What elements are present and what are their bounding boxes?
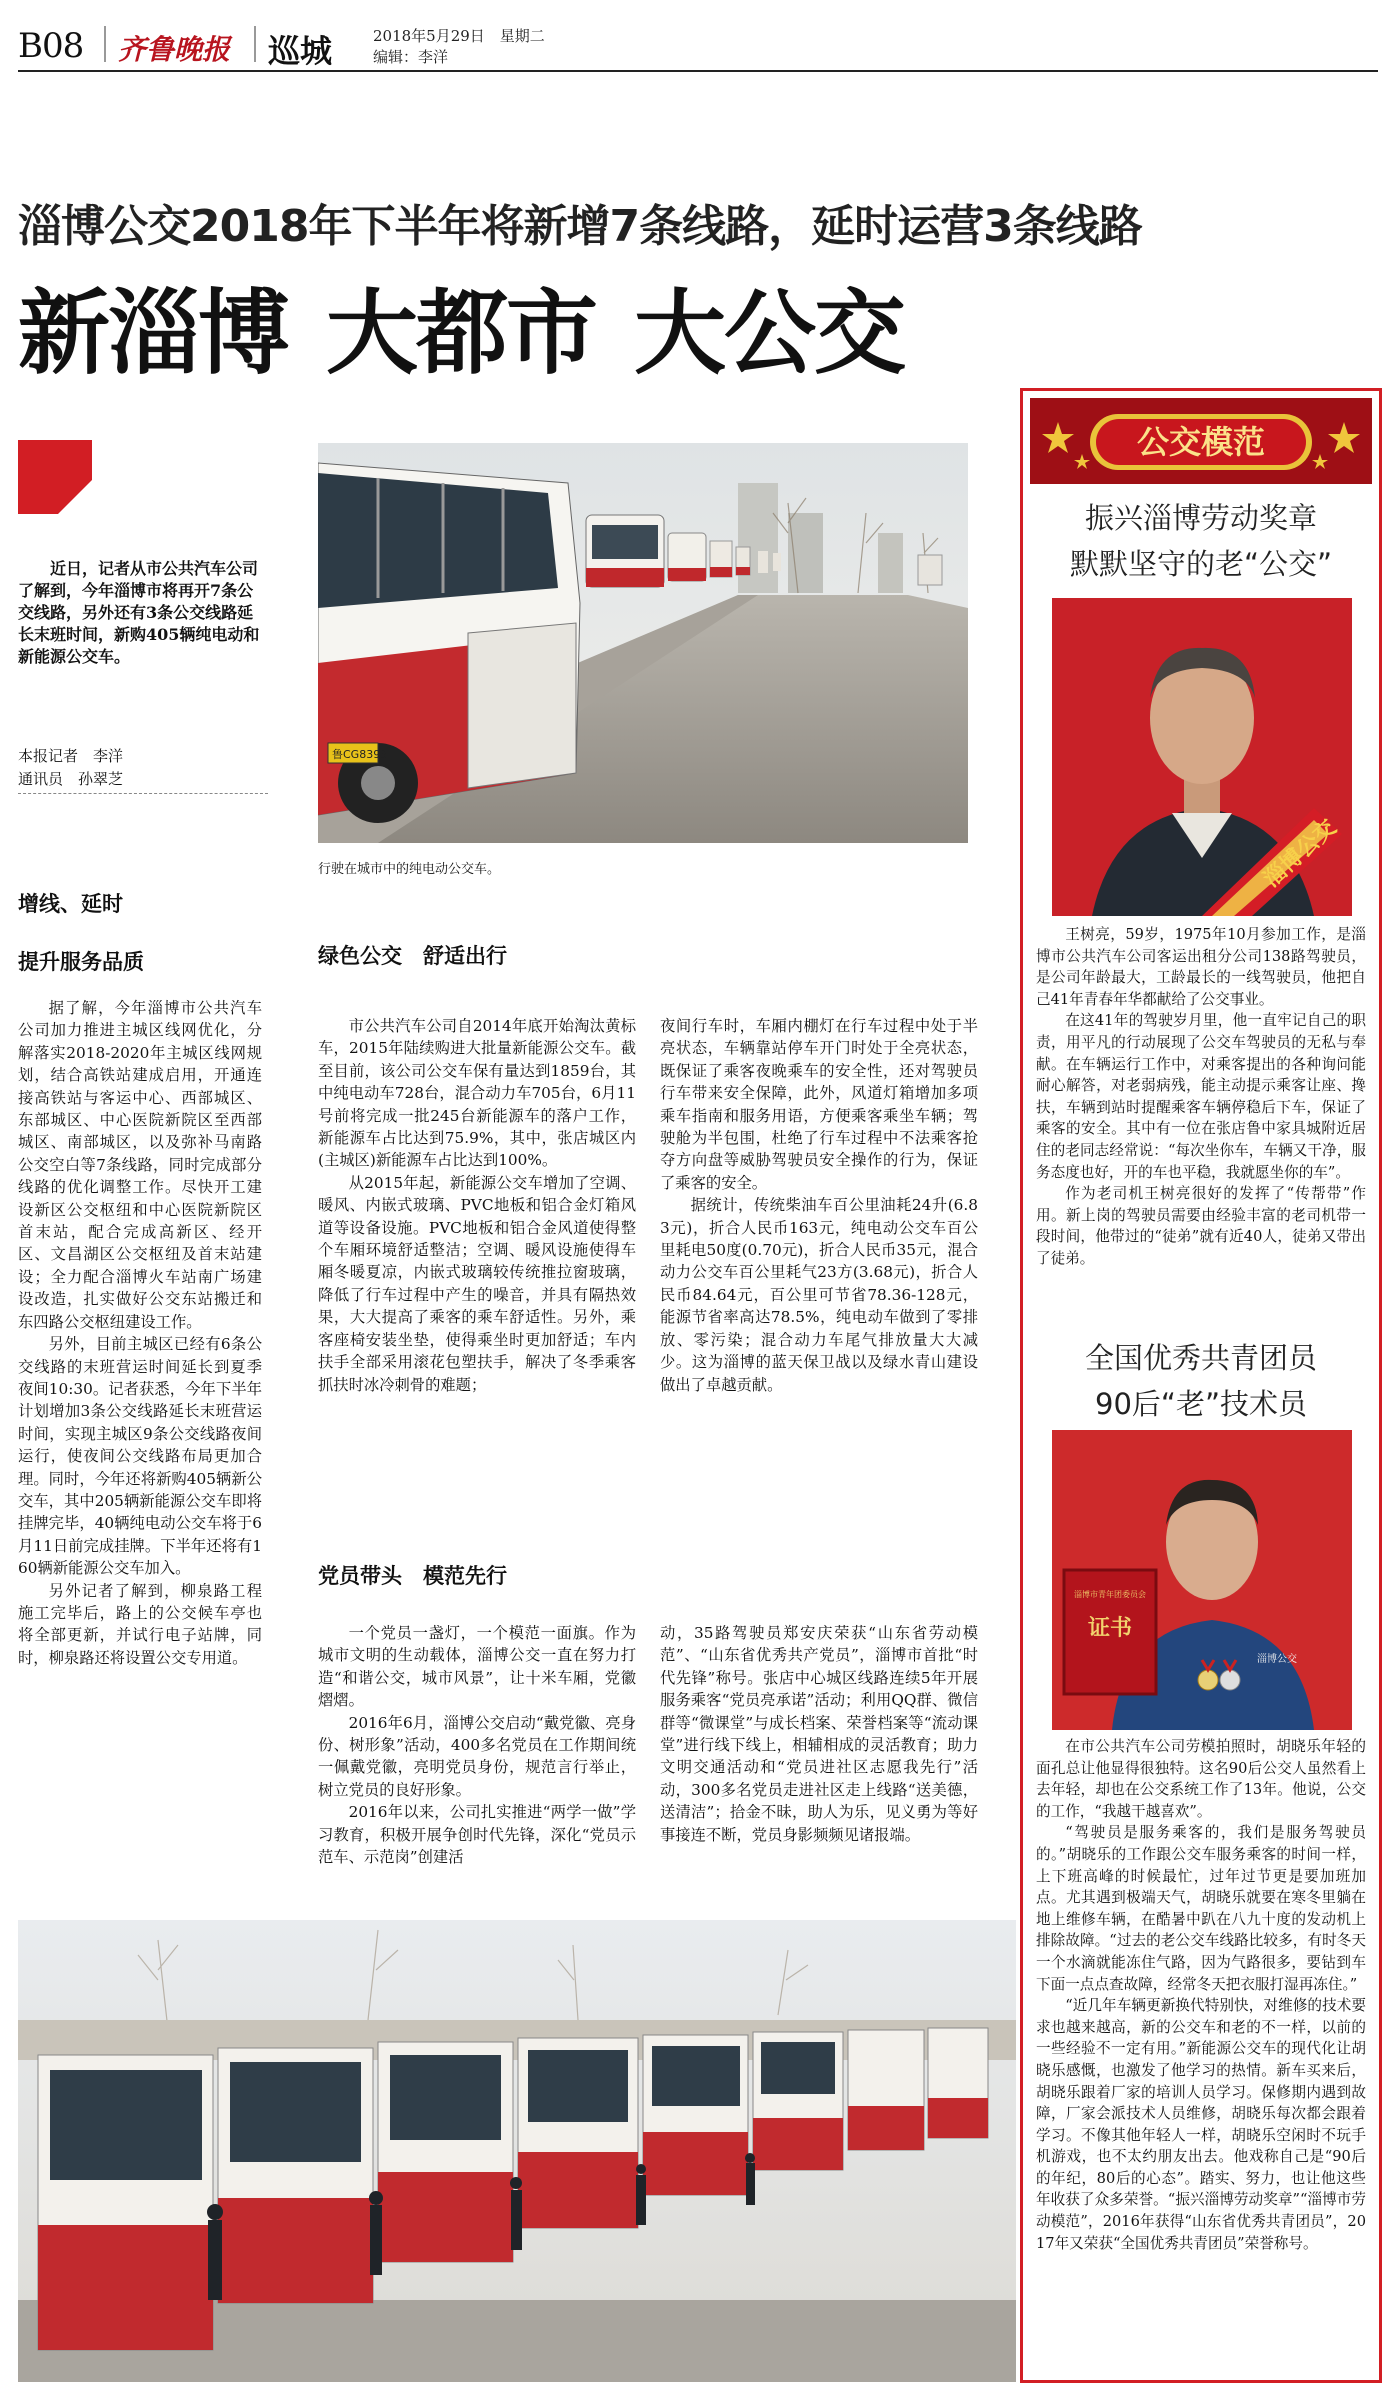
correspondent: 通讯员 孙翠芝 [18,770,124,788]
banner-title: 公交模范 [1136,423,1266,461]
section-heading-2: 绿色公交 舒适出行 [318,944,507,968]
paragraph: 2016年以来，公司扎实推进“两学一做”学习教育，积极开展争创时代先锋，深化“党员示范车、示范岗”创建活 [318,1803,636,1867]
paragraph: 据了解，今年淄博市公共汽车公司加力推进主城区线网优化，分解落实2018-2020年主城区线网规划，结合高铁站建成启用，开通连接高铁站与客运中心、西部城区、东部城区、中心医院新院区至西部城区、南部城区，以及弥补马南路公交空白等7条线路，同时完成部分线路的优化调整工作。尽快开工建设新区公交枢纽和中心医院新院区首末站，配合完成高新区、经开区、文昌湖区公交枢纽及首末站建设；全力配合淄博火车站南广场建设改造，扎实做好公交东站搬迁和东四路公交枢纽建设工作。 [18,999,262,1331]
header-rule [18,70,1378,72]
paragraph: 另外记者了解到，柳泉路工程施工完毕后，路上的公交候车亭也将全部更新，并试行电子站牌，同时，柳泉路还将设置公交专用道。 [18,1581,262,1667]
technician-portrait [1052,1430,1352,1730]
driver-portrait [1052,598,1352,916]
shirt-logo: 淄博公交 [1257,1654,1297,1665]
bus-road-photo [318,443,968,843]
article-lead: 近日，记者从市公共汽车公司了解到，今年淄博市将再开7条公交线路，另外还有3条公交线路延长末班时间，新购405辆纯电动和新能源公交车。 [18,559,260,666]
page-header [18,26,1383,70]
paragraph: 在市公共汽车公司劳模拍照时，胡晓乐年轻的面孔总让他显得很独特。这名90后公交人虽然看上去年轻，却也在公交系统工作了13年。他说，公交的工作，“我越干越喜欢”。 [1036,1738,1366,1820]
paragraph: 夜间行车时，车厢内棚灯在行车过程中处于半亮状态，车辆靠站停车开门时处于全亮状态，既保证了乘客夜晚乘车的安全性，还对驾驶员行车带来安全保障，此外，风道灯箱增加多项乘车指南和服务用语，方便乘客乘坐车辆；驾驶舱为半包围，杜绝了行车过程中不法乘客抢夺方向盘等威胁驾驶员安全操作的行为，保证了乘客的安全。 [660,1017,978,1192]
paragraph: “驾驶员是服务乘客的，我们是服务驾驶员的。”胡晓乐的工作跟公交车服务乘客的时间一样，上下班高峰的时候最忙，过年过节更是要加班加点。尤其遇到极端天气，胡晓乐就要在寒冬里躺在地上维修车辆，在酷暑中趴在八九十度的发动机上排除故障。“过去的老公交车线路比较多，有时冬天一个水滴就能冻住气路，因为气路很多，要钻到车下面一点点查故障，经常冬天把衣服打湿再冻住。” [1036,1824,1366,1993]
story1-text [1036,924,1366,1270]
title-part: 新淄博 [18,280,289,387]
section-heading-3: 党员带头 模范先行 [318,1564,507,1588]
section-heading-1a: 增线、延时 [18,892,123,916]
paragraph: 另外，目前主城区已经有6条公交线路的末班营运时间延长到夏季夜间10:30。记者获悉，今年下半年计划增加3条公交线路延长末班营运时间，实现主城区9条公交线路夜间运行，使夜间公交线路布局更加合理。同时，今年还将新购405辆新公交车，其中205辆新能源公交车即将挂牌完毕，40辆纯电动公交车将于6月11日前完成挂牌。下半年还将有160辆新能源公交车加入。 [18,1335,262,1578]
article-title [18,260,942,392]
story2-title-2: 90后“老”技术员 [1095,1387,1307,1421]
green-column-a [318,1015,636,1396]
paragraph: 据统计，传统柴油车百公里油耗24升(6.83元)，折合人民币163元，纯电动公交车百公里耗电50度(0.70元)，折合人民币35元，混合动力公交车百公里耗气23方(3.68元)，折合人民币84.64元，百公里可节省78.36-128元，能源节省率高达78.5%，纯电动车做到了零排放、零污染；混合动力车尾气排放量大大减少。这为淄博的蓝天保卫战以及绿水青山建设做出了卓越贡献。 [660,1196,978,1394]
title-part: 大公交 [634,280,905,387]
paragraph: “近几年车辆更新换代特别快，对维修的技术要求也越来越高，新的公交车和老的不一样，以前的一些经验不一定有用。”新能源公交车的现代化让胡晓乐感慨，也激发了他学习的热情。新车买来后，胡晓乐跟着厂家的培训人员学习。保修期内遇到故障，厂家会派技术人员维修，胡晓乐每次都会跟着学习。不像其他年轻人一样，胡晓乐空闲时不玩手机游戏，也不太约朋友出去。他戏称自己是“90后的年纪，80后的心态”。踏实、努力，也让他这些年收获了众多荣誉。“振兴淄博劳动奖章”“淄博市劳动模范”，2016年获得“山东省优秀共青团员”，2017年又荣获“全国优秀共青团员”荣誉称号。 [1036,1997,1366,2252]
story1-title-1: 振兴淄博劳动奖章 [1084,501,1317,535]
issue-date: 2018年5月29日 星期二 [373,27,545,45]
green-column-b [660,1015,978,1396]
main-bus [318,463,580,823]
certificate-issuer: 淄博市青年团委员会 [1074,1590,1146,1599]
bus-fleet-photo [18,1920,1016,2382]
section-heading-1b: 提升服务品质 [18,950,144,974]
bus-plate: 鲁CG8393 [332,748,388,761]
sidebar-banner [1030,398,1372,484]
reporter: 本报记者 李洋 [18,747,124,765]
section-name: 巡城 [268,32,333,70]
certificate-title: 证书 [1087,1616,1133,1641]
left-column-text [18,997,262,1669]
byline [18,745,268,794]
article-subtitle: 淄博公交2018年下半年将新增7条线路，延时运营3条线路 [18,201,1142,252]
paragraph: 2016年6月，淄博公交启动“戴党徽、亮身份、树形象”活动，400多名党员在工作期间统一佩戴党徽，亮明党员身份，规范言行举止，树立党员的良好形象。 [318,1713,636,1799]
red-corner-mark [18,440,92,514]
paragraph: 动，35路驾驶员郑安庆荣获“山东省劳动模范”、“山东省优秀共产党员”，淄博市首批“时代先锋”称号。张店中心城区线路连续5年开展服务乘客“党员亮承诺”活动；利用QQ群、微信群等“微课堂”与成长档案、荣誉档案等“流动课堂”进行线下线上，相辅相成的灵活教育；助力文明交通活动和“党员进社区志愿我先行”活动，300多名党员走进社区走上线路“送美德，送清洁”；拾金不昧，助人为乐，见义勇为等好事接连不断，党员身影频频见诸报端。 [660,1624,978,1844]
story1-title-2: 默默坚守的老“公交” [1069,547,1333,581]
page-number: B08 [18,26,84,66]
party-column-b [660,1622,978,1846]
paragraph: 王树亮，59岁，1975年10月参加工作，是淄博市公共汽车公司客运出租分公司138路驾驶员，是公司年龄最大，工龄最长的一线驾驶员，他把自己41年青春年华都献给了公交事业。 [1036,926,1366,1008]
photo-caption: 行驶在城市中的纯电动公交车。 [318,862,501,877]
title-part: 大都市 [326,280,597,387]
story2-text [1036,1736,1366,2254]
header-divider [254,26,256,62]
editor-name: 编辑：李洋 [373,48,449,66]
party-column-a [318,1622,636,1868]
paragraph: 从2015年起，新能源公交车增加了空调、暖风、内嵌式玻璃、PVC地板和铝合金灯箱风道等设备设施。PVC地板和铝合金风道使得整个车厢环境舒适整洁；空调、暖风设施使得车厢冬暖夏凉，内嵌式玻璃较传统推拉窗玻璃，降低了行车过程中产生的噪音，并具有隔热效果，大大提高了乘客的乘车舒适性。另外，乘客座椅安装坐垫，使得乘坐时更加舒适；车内扶手全部采用滚花包塑扶手，解决了冬季乘客抓扶时冰冷刺骨的难题； [318,1173,636,1394]
sash-text: 淄博公交 [1259,814,1342,893]
paragraph: 在这41年的驾驶岁月里，他一直牢记自己的职责，用平凡的行动展现了公交车驾驶员的无私与奉献。在车辆运行工作中，对乘客提出的各种询问能耐心解答，对老弱病残，能主动提示乘客让座、搀扶，车辆到站时提醒乘客车辆停稳后下车，保证了乘客的安全。其中有一位在张店鲁中家具城附近居住的老同志经常说：“每次坐你车，车辆又干净，服务态度也好，开的车也平稳，我就愿坐你的车”。 [1036,1012,1366,1181]
paragraph: 一个党员一盏灯，一个模范一面旗。作为城市文明的生动载体，淄博公交一直在努力打造“和谐公交，城市风景”，让十米车厢，党徽熠熠。 [318,1624,636,1710]
paragraph: 作为老司机王树亮很好的发挥了“传帮带”作用。新上岗的驾驶员需要由经验丰富的老司机带一段时间，他带过的“徒弟”就有近40人，徒弟又带出了徒弟。 [1036,1185,1366,1267]
header-meta [373,26,545,68]
paragraph: 市公共汽车公司自2014年底开始淘汰黄标车，2015年陆续购进大批量新能源公交车。截至目前，该公司公交车保有量达到1859台，其中纯电动车728台，混合动力车705台，6月11号前将完成一批245台新能源车的落户工作，新能源车占比达到75.9%，其中，张店城区内(主城区)新能源车占比达到100%。 [318,1017,636,1170]
story2-title-1: 全国优秀共青团员 [1084,1341,1317,1375]
newspaper-brand: 齐鲁晚报 [118,33,231,66]
header-divider [104,26,106,62]
